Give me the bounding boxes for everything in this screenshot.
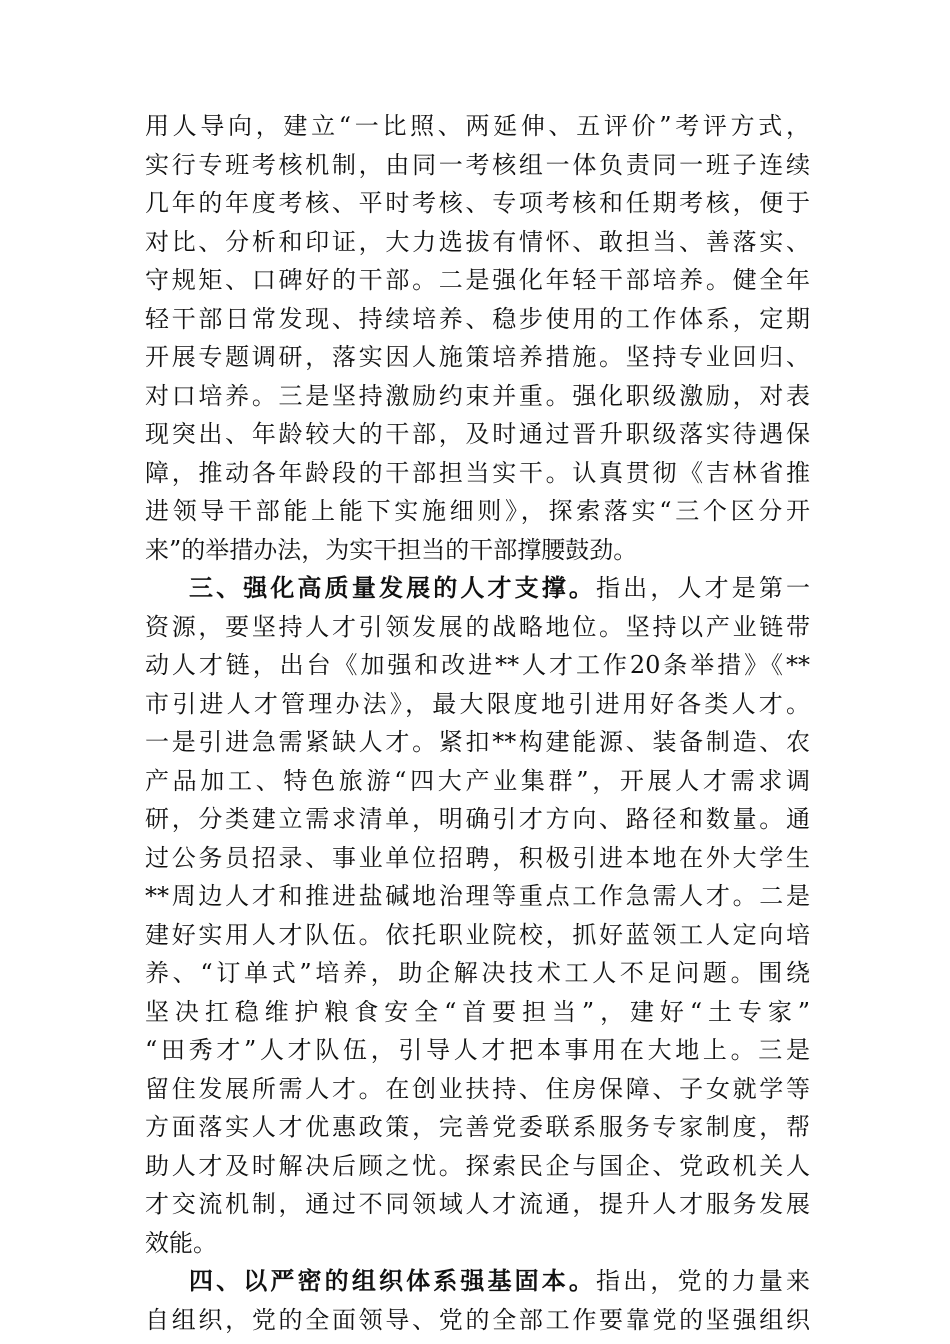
text-line: 几年的年度考核、平时考核、专项考核和任期考核，便于 xyxy=(145,189,810,217)
text-line: 对比、分析和印证，大力选拔有情怀、敢担当、善落实、 xyxy=(145,227,810,256)
text-line: 研，分类建立需求清单，明确引才方向、路径和数量。通 xyxy=(145,805,810,833)
section-four-first-line xyxy=(145,1262,810,1301)
text-line: 来”的举措办法，为实干担当的干部撑腰鼓劲。 xyxy=(145,535,638,564)
text-line: 现突出、年龄较大的干部，及时通过晋升职级落实待遇保 xyxy=(145,420,810,448)
section-heading: 四、以严密的组织体系强基固本。 xyxy=(189,1267,597,1295)
text-line: 守规矩、口碑好的干部。二是强化年轻干部培养。健全年 xyxy=(145,266,810,294)
text-line: 动人才链，出台《加强和改进**人才工作20条举措》《** xyxy=(145,651,810,679)
text-line: 一是引进急需紧缺人才。紧扣**构建能源、装备制造、农 xyxy=(145,728,810,756)
text-line: 助人才及时解决后顾之忧。探索民企与国企、党政机关人 xyxy=(145,1151,810,1180)
text-line: 效能。 xyxy=(145,1228,217,1257)
document-body xyxy=(145,107,810,1339)
text-line: 养、“订单式”培养，助企解决技术工人不足问题。围绕 xyxy=(145,959,810,987)
text-line: 留住发展所需人才。在创业扶持、住房保障、子女就学等 xyxy=(145,1074,810,1103)
text-line: 过公务员招录、事业单位招聘，积极引进本地在外大学生 xyxy=(145,843,810,872)
text-line: 资源，要坚持人才引领发展的战略地位。坚持以产业链带 xyxy=(145,612,810,641)
text-line: 障，推动各年龄段的干部担当实干。认真贯彻《吉林省推 xyxy=(145,458,810,487)
section-three-first-line xyxy=(145,569,810,608)
text-line: “田秀才”人才队伍，引导人才把本事用在大地上。三是 xyxy=(145,1036,810,1064)
text-line: **周边人才和推进盐碱地治理等重点工作急需人才。二是 xyxy=(145,882,810,910)
text-line: 才交流机制，通过不同领域人才流通，提升人才服务发展 xyxy=(145,1190,810,1218)
text-line: 轻干部日常发现、持续培养、稳步使用的工作体系，定期 xyxy=(145,304,810,333)
text-line: 建好实用人才队伍。依托职业院校，抓好蓝领工人定向培 xyxy=(145,920,810,949)
text-line: 用人导向，建立“一比照、两延伸、五评价”考评方式， xyxy=(145,112,810,140)
text-line: 对口培养。三是坚持激励约束并重。强化职级激励，对表 xyxy=(145,381,810,410)
text-line: 实行专班考核机制，由同一考核组一体负责同一班子连续 xyxy=(145,150,810,179)
text-line: 开展专题调研，落实因人施策培养措施。坚持专业回归、 xyxy=(145,343,810,371)
text-line: 坚决扛稳维护粮食安全“首要担当”，建好“土专家” xyxy=(145,997,810,1026)
text-line: 方面落实人才优惠政策，完善党委联系服务专家制度，帮 xyxy=(145,1113,810,1141)
text-line: 自组织，党的全面领导、党的全部工作要靠党的坚强组织 xyxy=(145,1305,810,1334)
text-line: 市引进人才管理办法》，最大限度地引进用好各类人才。 xyxy=(145,689,810,718)
text-line: 产品加工、特色旅游“四大产业集群”，开展人才需求调 xyxy=(145,766,810,795)
section-heading: 三、强化高质量发展的人才支撑。 xyxy=(189,574,597,602)
section-text: 指出，党的力量来 xyxy=(596,1267,811,1295)
section-text: 指出，人才是第一 xyxy=(596,574,811,602)
text-line: 进领导干部能上能下实施细则》，探索落实“三个区分开 xyxy=(145,497,810,525)
